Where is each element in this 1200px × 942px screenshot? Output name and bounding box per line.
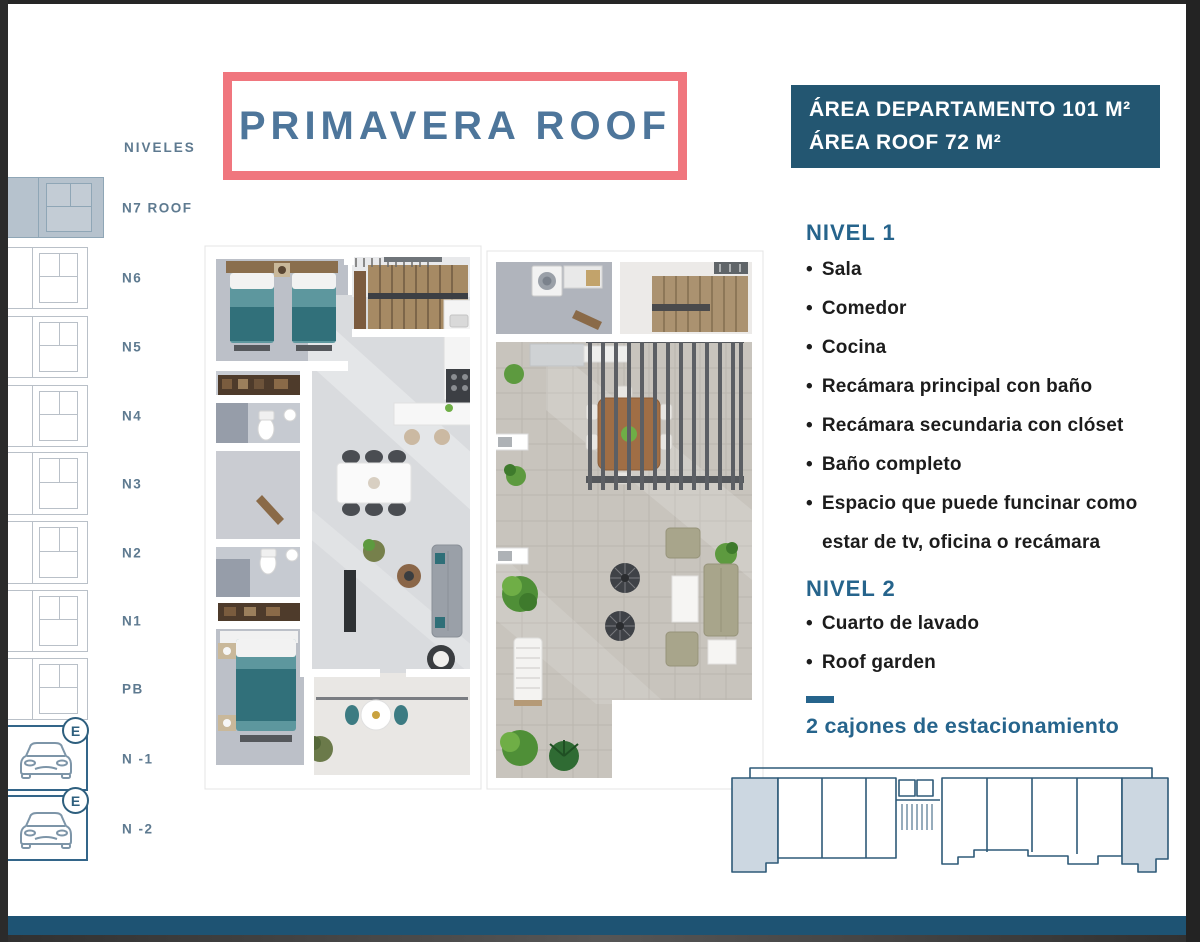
list-item: • Cocina xyxy=(806,328,1162,367)
floor-plan-nivel1-render xyxy=(204,245,482,790)
floor-row-n1 xyxy=(3,590,213,652)
floor-icon xyxy=(3,590,88,652)
parking-e-badge: E xyxy=(62,787,89,814)
car-icon xyxy=(15,739,77,781)
floor-icon xyxy=(3,658,88,720)
floor-label: N4 xyxy=(122,408,143,424)
floor-icon xyxy=(3,385,88,447)
list-item: • Comedor xyxy=(806,289,1162,328)
list-item: • Recámara secundaria con clóset xyxy=(806,406,1162,445)
parking-note: 2 cajones de estacionamiento xyxy=(806,714,1120,738)
list-item: • Sala xyxy=(806,250,1162,289)
list-item: • Recámara principal con baño xyxy=(806,367,1162,406)
floor-row-n5 xyxy=(3,316,213,378)
parking-box xyxy=(3,722,88,791)
list-item: • Cuarto de lavado xyxy=(806,604,1162,643)
floor-row-pb xyxy=(3,658,213,720)
car-icon xyxy=(15,809,77,851)
floor-label: N6 xyxy=(122,270,143,286)
parking-box xyxy=(3,792,88,861)
floor-icon xyxy=(3,247,88,309)
floor-label: N7 ROOF xyxy=(122,200,193,215)
project-title-box xyxy=(223,72,687,180)
floor-label: PB xyxy=(122,681,144,697)
floor-icon xyxy=(3,452,88,515)
floor-icon xyxy=(3,521,88,584)
floor-row-n4 xyxy=(3,385,213,447)
nivel2-list xyxy=(806,604,1162,682)
bottom-dark-strip xyxy=(0,935,1200,942)
list-item: • Espacio que puede funcinar como estar de tv, oficina o recámara xyxy=(806,484,1162,562)
floor-label: N5 xyxy=(122,339,143,355)
floor-row-n6 xyxy=(3,247,213,309)
floor-row-n7 xyxy=(3,177,213,238)
nivel2-heading: NIVEL 2 xyxy=(806,576,896,601)
area-summary-panel xyxy=(791,85,1160,168)
niveles-heading: NIVELES xyxy=(124,140,196,155)
parking-row-n-2 xyxy=(3,792,213,862)
page-title: PRIMAVERA ROOF xyxy=(238,103,672,148)
frame-left-edge xyxy=(0,0,8,942)
nivel1-heading: NIVEL 1 xyxy=(806,220,896,245)
floor-label: N1 xyxy=(122,613,143,629)
floor-icon xyxy=(3,316,88,378)
floor-row-n3 xyxy=(3,452,213,515)
floor-row-n2 xyxy=(3,521,213,584)
floor-plan-nivel2-render xyxy=(486,250,764,790)
building-elevation-diagram xyxy=(728,760,1186,910)
floor-label: N3 xyxy=(122,476,143,491)
floor-label: N -1 xyxy=(122,751,154,767)
parking-row-n-1 xyxy=(3,722,213,793)
list-item: • Roof garden xyxy=(806,643,1162,682)
roof-area-text: ÁREA ROOF 72 M² xyxy=(809,131,1002,154)
parking-e-badge: E xyxy=(62,717,89,744)
frame-top-edge xyxy=(0,0,1200,4)
floor-label: N -2 xyxy=(122,821,154,836)
divider-dash xyxy=(806,696,834,703)
floor-icon-highlighted xyxy=(3,177,104,238)
list-item: • Baño completo xyxy=(806,445,1162,484)
frame-right-edge xyxy=(1186,0,1200,942)
floor-label: N2 xyxy=(122,545,143,560)
department-area-text: ÁREA DEPARTAMENTO 101 M² xyxy=(809,98,1131,121)
nivel1-list xyxy=(806,250,1162,562)
bottom-blue-bar xyxy=(0,916,1200,935)
